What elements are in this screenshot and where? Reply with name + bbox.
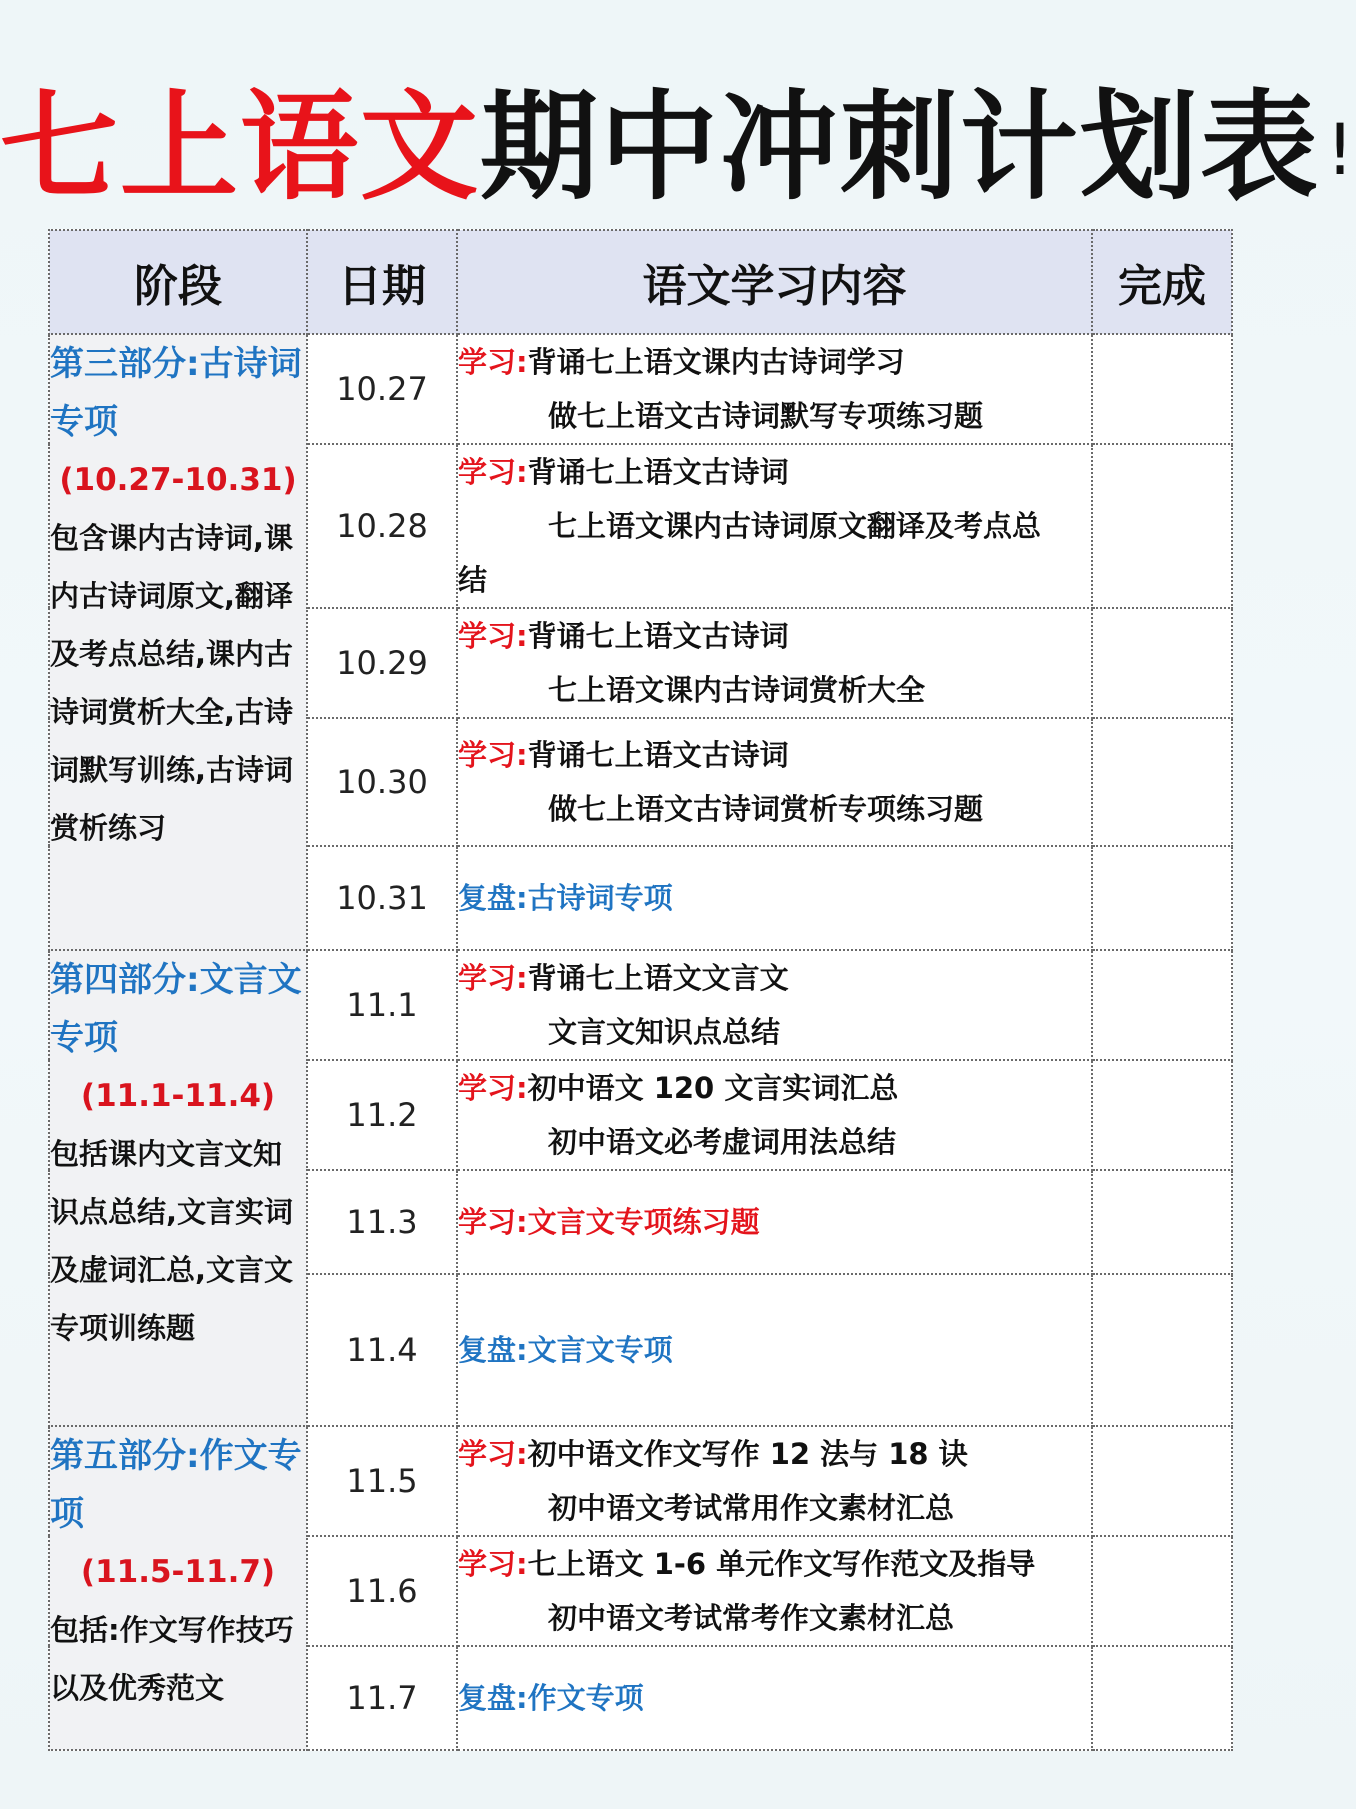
content-cell [457, 1646, 1092, 1750]
plan-table [48, 229, 1233, 1751]
content-line: 文言文知识点总结 [548, 1015, 781, 1049]
header-done: 完成 [1092, 230, 1232, 334]
table-row [49, 334, 1232, 444]
content-line: 初中语文考试常用作文素材汇总 [548, 1491, 955, 1525]
header-stage: 阶段 [49, 230, 307, 334]
content-line: 文言文专项练习题 [527, 1205, 760, 1239]
study-label: 学习: [458, 1071, 528, 1105]
content-line: 文言文专项 [527, 1333, 673, 1367]
title-exclaim: ! [1326, 109, 1356, 191]
content-line: 结 [458, 563, 488, 597]
done-checkbox[interactable] [1092, 718, 1232, 846]
content-line: 做七上语文古诗词赏析专项练习题 [548, 792, 984, 826]
header-row [49, 230, 1232, 334]
stage-desc: 包含课内古诗词,课内古诗词原文,翻译及考点总结,课内古诗词赏析大全,古诗词默写训练,古诗词赏析练习 [50, 521, 294, 845]
stage-cell [49, 334, 307, 950]
content-line: 初中语文 120 文言实词汇总 [527, 1071, 899, 1105]
date-cell: 10.27 [307, 334, 457, 444]
content-line: 七上语文课内古诗词赏析大全 [548, 673, 926, 707]
study-label: 学习: [458, 961, 528, 995]
done-checkbox[interactable] [1092, 1646, 1232, 1750]
content-line: 背诵七上语文古诗词 [527, 455, 789, 489]
stage-desc: 包括课内文言文知识点总结,文言实词及虚词汇总,文言文专项训练题 [50, 1137, 294, 1345]
study-label: 学习: [458, 455, 528, 489]
table-row [49, 1426, 1232, 1536]
date-cell: 11.2 [307, 1060, 457, 1170]
review-label: 复盘: [458, 881, 528, 915]
stage-title: 第四部分:文言文专项 [50, 960, 302, 1058]
content-cell [457, 1274, 1092, 1426]
content-cell [457, 334, 1092, 444]
done-checkbox[interactable] [1092, 1426, 1232, 1536]
stage-range: (11.1-11.4) [80, 1078, 276, 1114]
content-cell [457, 608, 1092, 718]
stage-title: 第五部分:作文专项 [50, 1436, 302, 1534]
page-title [0, 78, 1356, 216]
study-label: 学习: [458, 1547, 528, 1581]
study-label: 学习: [458, 1437, 528, 1471]
done-checkbox[interactable] [1092, 846, 1232, 950]
study-label: 学习: [458, 738, 528, 772]
review-label: 复盘: [458, 1333, 528, 1367]
done-checkbox[interactable] [1092, 1170, 1232, 1274]
stage-desc: 包括:作文写作技巧以及优秀范文 [50, 1613, 294, 1705]
content-cell [457, 1060, 1092, 1170]
table-row [49, 950, 1232, 1060]
date-cell: 10.29 [307, 608, 457, 718]
date-cell: 10.30 [307, 718, 457, 846]
content-line: 七上语文课内古诗词原文翻译及考点总 [548, 509, 1042, 543]
content-cell [457, 444, 1092, 608]
stage-range: (10.27-10.31) [59, 462, 297, 498]
content-line: 古诗词专项 [527, 881, 673, 915]
date-cell: 10.31 [307, 846, 457, 950]
date-cell: 10.28 [307, 444, 457, 608]
study-label: 学习: [458, 1205, 528, 1239]
stage-title: 第三部分:古诗词专项 [50, 344, 302, 442]
date-cell: 11.1 [307, 950, 457, 1060]
header-date: 日期 [307, 230, 457, 334]
content-cell [457, 950, 1092, 1060]
done-checkbox[interactable] [1092, 950, 1232, 1060]
done-checkbox[interactable] [1092, 334, 1232, 444]
content-line: 初中语文必考虚词用法总结 [548, 1125, 897, 1159]
date-cell: 11.5 [307, 1426, 457, 1536]
content-line: 背诵七上语文古诗词 [527, 738, 789, 772]
done-checkbox[interactable] [1092, 1536, 1232, 1646]
title-black-part: 期中冲刺计划表 [480, 78, 1321, 216]
stage-cell [49, 950, 307, 1426]
content-cell [457, 846, 1092, 950]
date-cell: 11.7 [307, 1646, 457, 1750]
content-line: 作文专项 [527, 1681, 644, 1715]
done-checkbox[interactable] [1092, 1274, 1232, 1426]
content-line: 初中语文作文写作 12 法与 18 诀 [527, 1437, 968, 1471]
content-cell [457, 1170, 1092, 1274]
date-cell: 11.3 [307, 1170, 457, 1274]
title-red-part: 七上语文 [0, 78, 481, 216]
study-label: 学习: [458, 345, 528, 379]
date-cell: 11.6 [307, 1536, 457, 1646]
content-line: 七上语文 1-6 单元作文写作范文及指导 [527, 1547, 1036, 1581]
done-checkbox[interactable] [1092, 608, 1232, 718]
done-checkbox[interactable] [1092, 1060, 1232, 1170]
done-checkbox[interactable] [1092, 444, 1232, 608]
content-cell [457, 718, 1092, 846]
study-label: 学习: [458, 619, 528, 653]
stage-range: (11.5-11.7) [80, 1554, 276, 1590]
header-content: 语文学习内容 [457, 230, 1092, 334]
content-line: 做七上语文古诗词默写专项练习题 [548, 399, 984, 433]
content-line: 背诵七上语文课内古诗词学习 [527, 345, 905, 379]
content-cell [457, 1536, 1092, 1646]
content-cell [457, 1426, 1092, 1536]
content-line: 背诵七上语文文言文 [527, 961, 789, 995]
content-line: 背诵七上语文古诗词 [527, 619, 789, 653]
stage-cell [49, 1426, 307, 1750]
review-label: 复盘: [458, 1681, 528, 1715]
content-line: 初中语文考试常考作文素材汇总 [548, 1601, 955, 1635]
date-cell: 11.4 [307, 1274, 457, 1426]
